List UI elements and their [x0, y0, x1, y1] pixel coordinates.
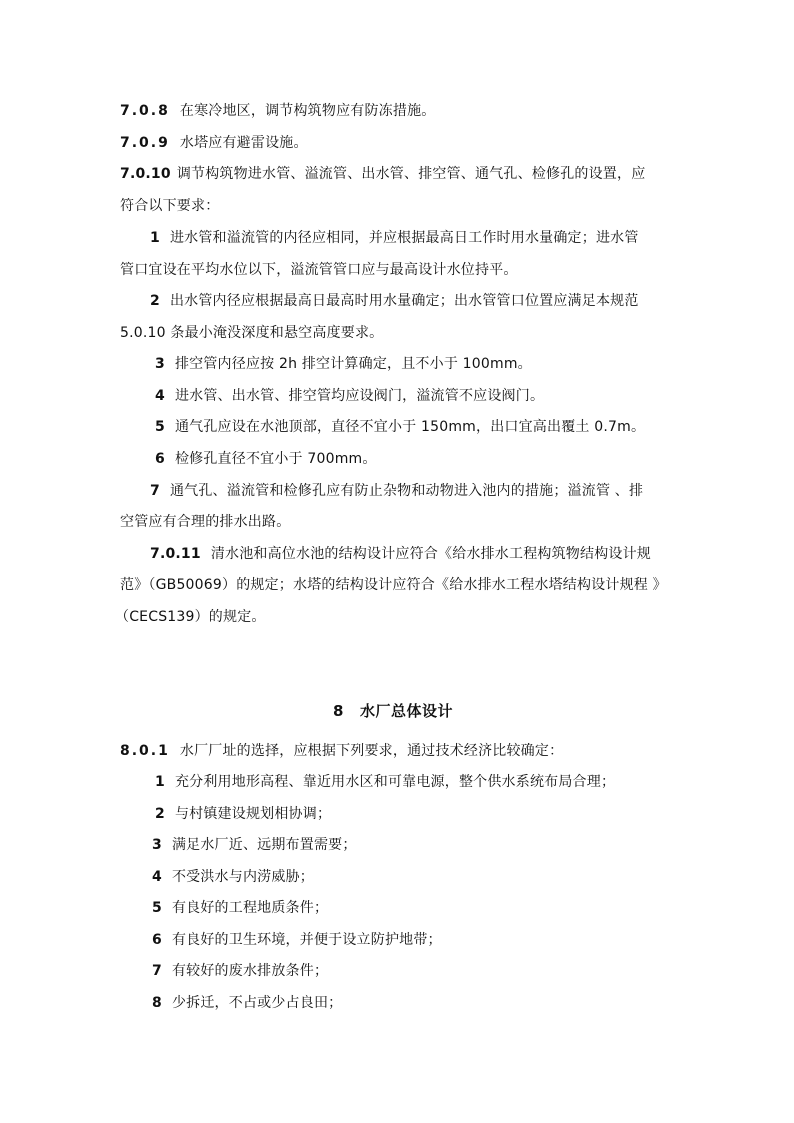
clause-text-continued: 符合以下要求： [120, 198, 220, 214]
item-text: 排空管内径应按 2h 排空计算确定，且不小于 100mm。 [174, 356, 532, 372]
item-number: 6 [155, 451, 165, 467]
item-text: 与村镇建设规划相协调； [174, 806, 332, 822]
item-number: 7 [152, 963, 162, 979]
clause-7-0-9 [120, 133, 308, 153]
item-text: 有良好的卫生环境，并便于设立防护地带； [171, 932, 442, 948]
list-item-6 [155, 449, 377, 469]
list-item-4 [155, 386, 544, 406]
item-text: 有较好的废水排放条件； [171, 963, 329, 979]
list-item-3 [155, 354, 532, 374]
list-item-7 [150, 481, 643, 501]
item-number: 2 [155, 806, 165, 822]
section-title: 水厂总体设计 [359, 702, 453, 720]
item-number: 5 [155, 419, 165, 435]
item-text: 少拆迁，不占或少占良田； [171, 995, 343, 1011]
item-text: 满足水厂近、远期布置需要； [171, 837, 357, 853]
clause-number: 7.0.9 [120, 135, 170, 151]
list-item-7 [152, 961, 328, 981]
clause-7-0-8 [120, 101, 435, 121]
list-item-8 [152, 993, 342, 1013]
clause-number: 7.0.11 [150, 546, 201, 562]
item-text-continued: 空管应有合理的排水出路。 [120, 514, 291, 530]
item-number: 7 [150, 483, 160, 499]
list-item-5 [155, 417, 645, 437]
item-number: 4 [155, 388, 165, 404]
list-item-5 [152, 898, 328, 918]
clause-text: 调节构筑物进水管、溢流管、出水管、排空管、通气孔、检修孔的设置，应 [176, 166, 646, 182]
item-number: 3 [152, 837, 162, 853]
item-text: 有良好的工程地质条件； [171, 900, 329, 916]
clause-text-continued: 范》（GB50069）的规定；水塔的结构设计应符合《给水排水工程水塔结构设计规程 》 [120, 577, 667, 593]
clause-7-0-11 [150, 544, 651, 564]
item-text: 检修孔直径不宜小于 700mm。 [174, 451, 377, 467]
item-text: 进水管和溢流管的内径应相同，并应根据最高日工作时用水量确定；进水管 [169, 230, 639, 246]
item-text: 出水管内径应根据最高日最高时用水量确定；出水管管口位置应满足本规范 [169, 293, 639, 309]
list-item-1 [155, 772, 615, 792]
item-number: 1 [150, 230, 160, 246]
clause-8-0-1 [120, 741, 563, 761]
clause-text: 水厂厂址的选择，应根据下列要求，通过技术经济比较确定： [179, 743, 564, 759]
list-item-6 [152, 930, 442, 950]
clause-text: 在寒冷地区，调节构筑物应有防冻措施。 [179, 103, 436, 119]
section-number: 8 [333, 702, 344, 720]
item-number: 3 [155, 356, 165, 372]
item-text-continued: 5.0.10 条最小淹没深度和悬空高度要求。 [120, 325, 384, 341]
item-number: 6 [152, 932, 162, 948]
clause-text: 清水池和高位水池的结构设计应符合《给水排水工程构筑物结构设计规 [210, 546, 652, 562]
item-text: 充分利用地形高程、靠近用水区和可靠电源，整个供水系统布局合理； [174, 774, 616, 790]
list-item-2 [150, 291, 639, 311]
clause-text: 水塔应有避雷设施。 [179, 135, 308, 151]
item-number: 2 [150, 293, 160, 309]
clause-7-0-10 [120, 164, 645, 184]
clause-number: 8.0.1 [120, 743, 170, 759]
list-item-4 [152, 867, 314, 887]
item-number: 8 [152, 995, 162, 1011]
item-number: 1 [155, 774, 165, 790]
clause-text-continued: （CECS139）的规定。 [115, 609, 266, 625]
item-number: 4 [152, 869, 162, 885]
item-text-continued: 管口宜设在平均水位以下，溢流管管口应与最高设计水位持平。 [120, 262, 518, 278]
list-item-1 [150, 228, 639, 248]
item-text: 通气孔应设在水池顶部，直径不宜小于 150mm，出口宜高出覆土 0.7m。 [174, 419, 646, 435]
item-text: 通气孔、溢流管和检修孔应有防止杂物和动物进入池内的措施；溢流管 、排 [169, 483, 644, 499]
item-text: 不受洪水与内涝威胁； [171, 869, 314, 885]
item-text: 进水管、出水管、排空管均应设阀门，溢流管不应设阀门。 [174, 388, 545, 404]
clause-number: 7.0.10 [120, 166, 171, 182]
list-item-3 [152, 835, 357, 855]
list-item-2 [155, 804, 331, 824]
section-heading [333, 700, 453, 722]
item-number: 5 [152, 900, 162, 916]
clause-number: 7.0.8 [120, 103, 170, 119]
